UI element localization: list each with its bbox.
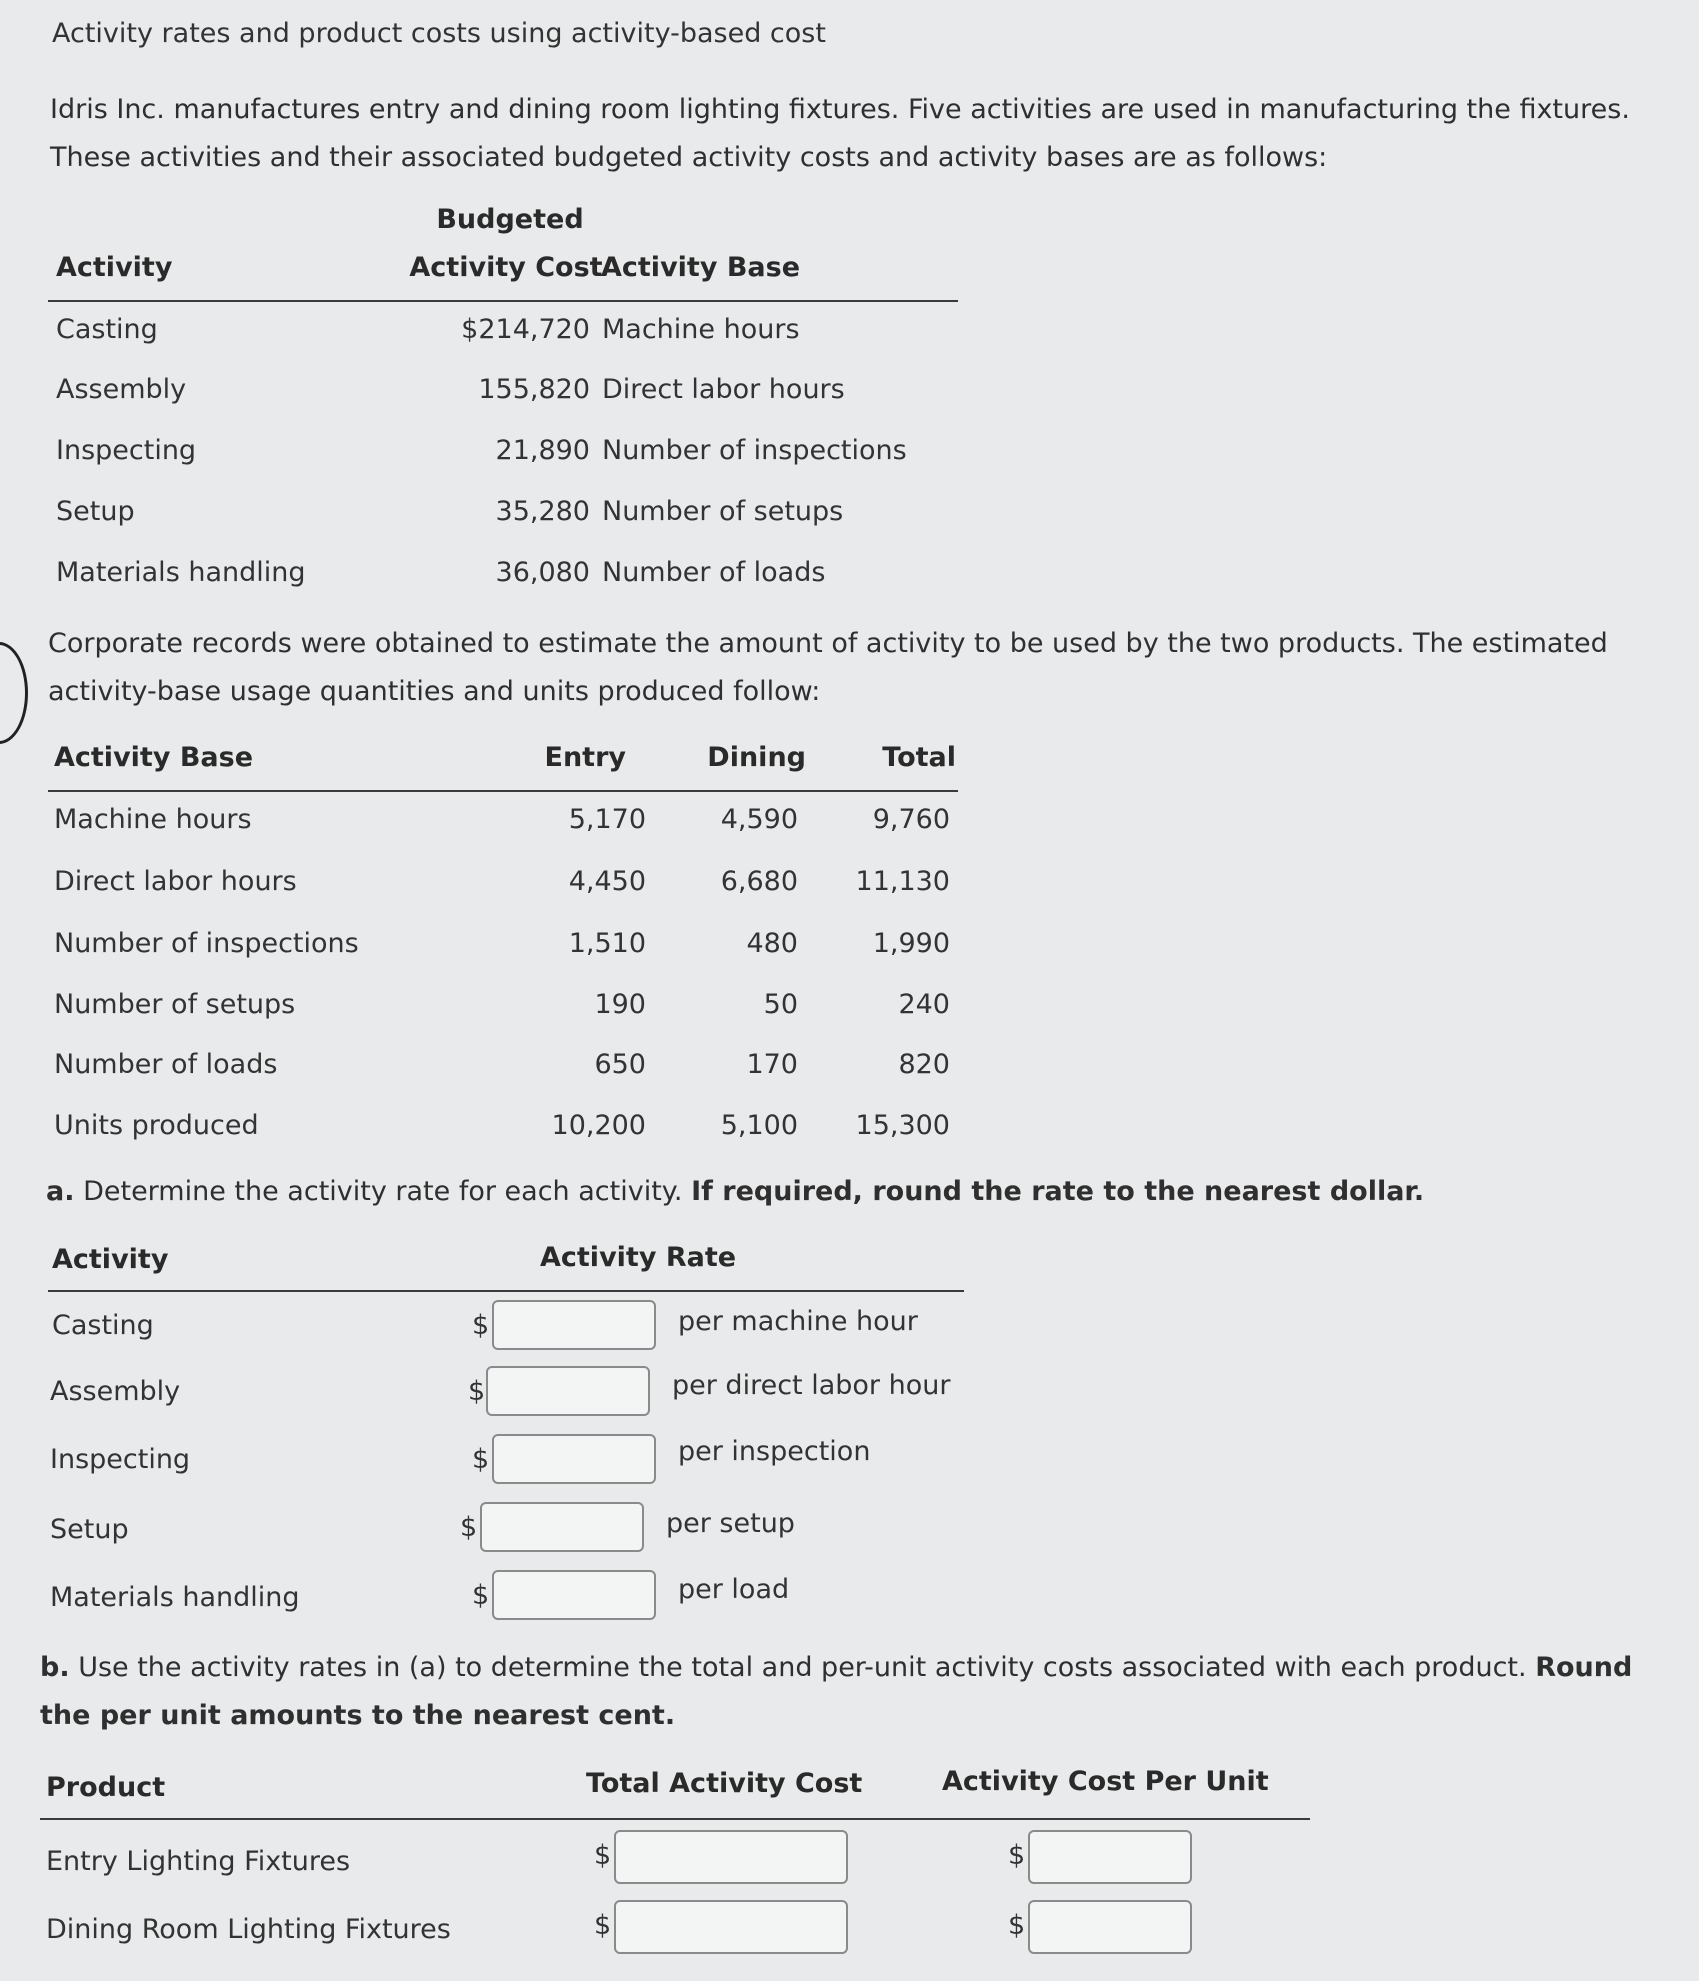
base-name: Number of inspections xyxy=(54,928,359,959)
activity-name: Assembly xyxy=(56,374,187,405)
table-row xyxy=(46,374,958,424)
activity-base: Number of inspections xyxy=(602,435,907,466)
header-activity-rate: Activity Rate xyxy=(540,1242,737,1273)
header-rule xyxy=(48,1290,964,1292)
activity-cost: $214,720 xyxy=(461,314,590,345)
header-activity-cost-per-unit: Activity Cost Per Unit xyxy=(942,1766,1269,1797)
dining-value: 5,100 xyxy=(720,1110,798,1141)
activity-name: Materials handling xyxy=(56,557,306,588)
intro-line-2: These activities and their associated budgeted activity costs and activity bases are as follows: xyxy=(50,142,1328,173)
table-row xyxy=(46,1502,966,1558)
rate-unit: per machine hour xyxy=(678,1306,918,1337)
rate-unit: per load xyxy=(678,1574,790,1605)
base-name: Machine hours xyxy=(54,804,252,835)
table-row xyxy=(46,928,958,978)
activity-base: Machine hours xyxy=(602,314,800,345)
activity-cost-rows xyxy=(46,314,958,614)
entry-cost-per-unit-input[interactable] xyxy=(1028,1830,1192,1884)
activity-name: Inspecting xyxy=(50,1444,191,1475)
table-row xyxy=(46,1570,966,1626)
table-row xyxy=(46,1366,966,1422)
activity-base-table xyxy=(46,742,958,1162)
activity-base: Direct labor hours xyxy=(602,374,845,405)
base-name: Number of setups xyxy=(54,989,296,1020)
total-value: 11,130 xyxy=(855,866,950,897)
header-rule xyxy=(48,300,958,302)
header-activity-base: Activity Base xyxy=(601,252,801,283)
product-cost-table xyxy=(40,1764,1320,1974)
dining-value: 6,680 xyxy=(720,866,798,897)
activity-name: Materials handling xyxy=(50,1582,300,1613)
table-row xyxy=(46,1300,966,1356)
header-entry: Entry xyxy=(544,742,626,773)
dining-value: 50 xyxy=(763,989,798,1020)
part-b-prefix: b. xyxy=(40,1652,70,1683)
header-activity-base: Activity Base xyxy=(54,742,254,773)
dollar-sign: $ xyxy=(594,1910,612,1941)
entry-value: 10,200 xyxy=(551,1110,646,1141)
dining-cost-per-unit-input[interactable] xyxy=(1028,1900,1192,1954)
activity-name: Inspecting xyxy=(56,435,197,466)
corporate-line-2: activity-base usage quantities and units produced follow: xyxy=(48,676,821,707)
dollar-sign: $ xyxy=(594,1840,612,1871)
entry-value: 4,450 xyxy=(568,866,646,897)
header-dining: Dining xyxy=(707,742,806,773)
rate-unit: per direct labor hour xyxy=(672,1370,951,1401)
activity-cost: 36,080 xyxy=(495,557,590,588)
entry-total-cost-input[interactable] xyxy=(614,1830,848,1884)
activity-name: Setup xyxy=(56,496,135,527)
activity-name: Casting xyxy=(56,314,158,345)
total-value: 1,990 xyxy=(872,928,950,959)
intro-line-1: Idris Inc. manufactures entry and dining room lighting fixtures. Five activities are used in manufacturing the fixtures. xyxy=(50,94,1630,125)
header-activity: Activity xyxy=(52,1244,169,1275)
dollar-sign: $ xyxy=(472,1580,490,1611)
sidebar-marker-icon xyxy=(0,642,28,744)
activity-base-rows xyxy=(46,804,958,1164)
part-a-prefix: a. xyxy=(46,1176,75,1207)
activity-name: Assembly xyxy=(50,1376,181,1407)
part-a-instruction xyxy=(46,1168,1666,1216)
table-row xyxy=(46,1110,958,1160)
product-name: Entry Lighting Fixtures xyxy=(46,1846,351,1877)
base-name: Direct labor hours xyxy=(54,866,297,897)
header-product: Product xyxy=(46,1772,166,1803)
header-rule xyxy=(48,790,958,792)
table-row xyxy=(46,866,958,916)
total-value: 240 xyxy=(898,989,950,1020)
entry-value: 190 xyxy=(594,989,646,1020)
materials-handling-rate-input[interactable] xyxy=(492,1570,656,1620)
part-a-bold: If required, round the rate to the nearest dollar. xyxy=(691,1176,1425,1207)
activity-cost: 21,890 xyxy=(495,435,590,466)
total-value: 15,300 xyxy=(855,1110,950,1141)
table-row xyxy=(46,804,958,854)
corporate-paragraph xyxy=(48,620,1668,716)
table-row xyxy=(46,496,958,546)
rate-unit: per inspection xyxy=(678,1436,871,1467)
activity-name: Casting xyxy=(52,1310,154,1341)
header-activity: Activity xyxy=(56,252,173,283)
activity-base: Number of setups xyxy=(602,496,844,527)
assembly-rate-input[interactable] xyxy=(486,1366,650,1416)
dollar-sign: $ xyxy=(460,1512,478,1543)
inspecting-rate-input[interactable] xyxy=(492,1434,656,1484)
dining-value: 480 xyxy=(746,928,798,959)
total-value: 9,760 xyxy=(872,804,950,835)
header-total-activity-cost: Total Activity Cost xyxy=(586,1768,863,1799)
table-row xyxy=(46,1049,958,1099)
table-row xyxy=(46,1434,966,1490)
part-b-text: Use the activity rates in (a) to determine the total and per-unit activity costs associated with each product. xyxy=(78,1652,1527,1683)
table-row xyxy=(46,989,958,1039)
table-row xyxy=(46,557,958,607)
dollar-sign: $ xyxy=(472,1310,490,1341)
dollar-sign: $ xyxy=(472,1444,490,1475)
base-name: Units produced xyxy=(54,1110,259,1141)
page-title: Activity rates and product costs using activity-based cost xyxy=(52,18,826,49)
part-b-bold-2: the per unit amounts to the nearest cent. xyxy=(40,1700,676,1731)
header-activity-cost: Activity Cost xyxy=(409,252,603,283)
part-a-text: Determine the activity rate for each activity. xyxy=(83,1176,683,1207)
base-name: Number of loads xyxy=(54,1049,278,1080)
dollar-sign: $ xyxy=(1008,1840,1026,1871)
total-value: 820 xyxy=(898,1049,950,1080)
activity-cost: 155,820 xyxy=(478,374,590,405)
entry-value: 1,510 xyxy=(568,928,646,959)
dining-total-cost-input[interactable] xyxy=(614,1900,848,1954)
casting-rate-input[interactable] xyxy=(492,1300,656,1350)
header-rule xyxy=(40,1818,1310,1820)
activity-rate-table xyxy=(46,1244,966,1634)
entry-value: 650 xyxy=(594,1049,646,1080)
table-row xyxy=(40,1896,1320,1960)
table-row xyxy=(46,435,958,485)
table-row xyxy=(46,314,958,364)
part-b-instruction xyxy=(40,1644,1690,1740)
activity-cost: 35,280 xyxy=(495,496,590,527)
table-row xyxy=(40,1826,1320,1890)
dollar-sign: $ xyxy=(1008,1910,1026,1941)
dining-value: 170 xyxy=(746,1049,798,1080)
activity-cost-table xyxy=(46,204,958,604)
dollar-sign: $ xyxy=(468,1376,486,1407)
part-b-bold-1: Round xyxy=(1535,1652,1633,1683)
activity-base: Number of loads xyxy=(602,557,826,588)
header-budgeted: Budgeted xyxy=(436,204,584,235)
setup-rate-input[interactable] xyxy=(480,1502,644,1552)
activity-name: Setup xyxy=(50,1514,129,1545)
intro-paragraph xyxy=(50,86,1670,182)
header-total: Total xyxy=(882,742,956,773)
rate-unit: per setup xyxy=(666,1508,795,1539)
corporate-line-1: Corporate records were obtained to estimate the amount of activity to be used by the two products. The estimated xyxy=(48,628,1608,659)
dining-value: 4,590 xyxy=(720,804,798,835)
product-name: Dining Room Lighting Fixtures xyxy=(46,1914,451,1945)
entry-value: 5,170 xyxy=(568,804,646,835)
